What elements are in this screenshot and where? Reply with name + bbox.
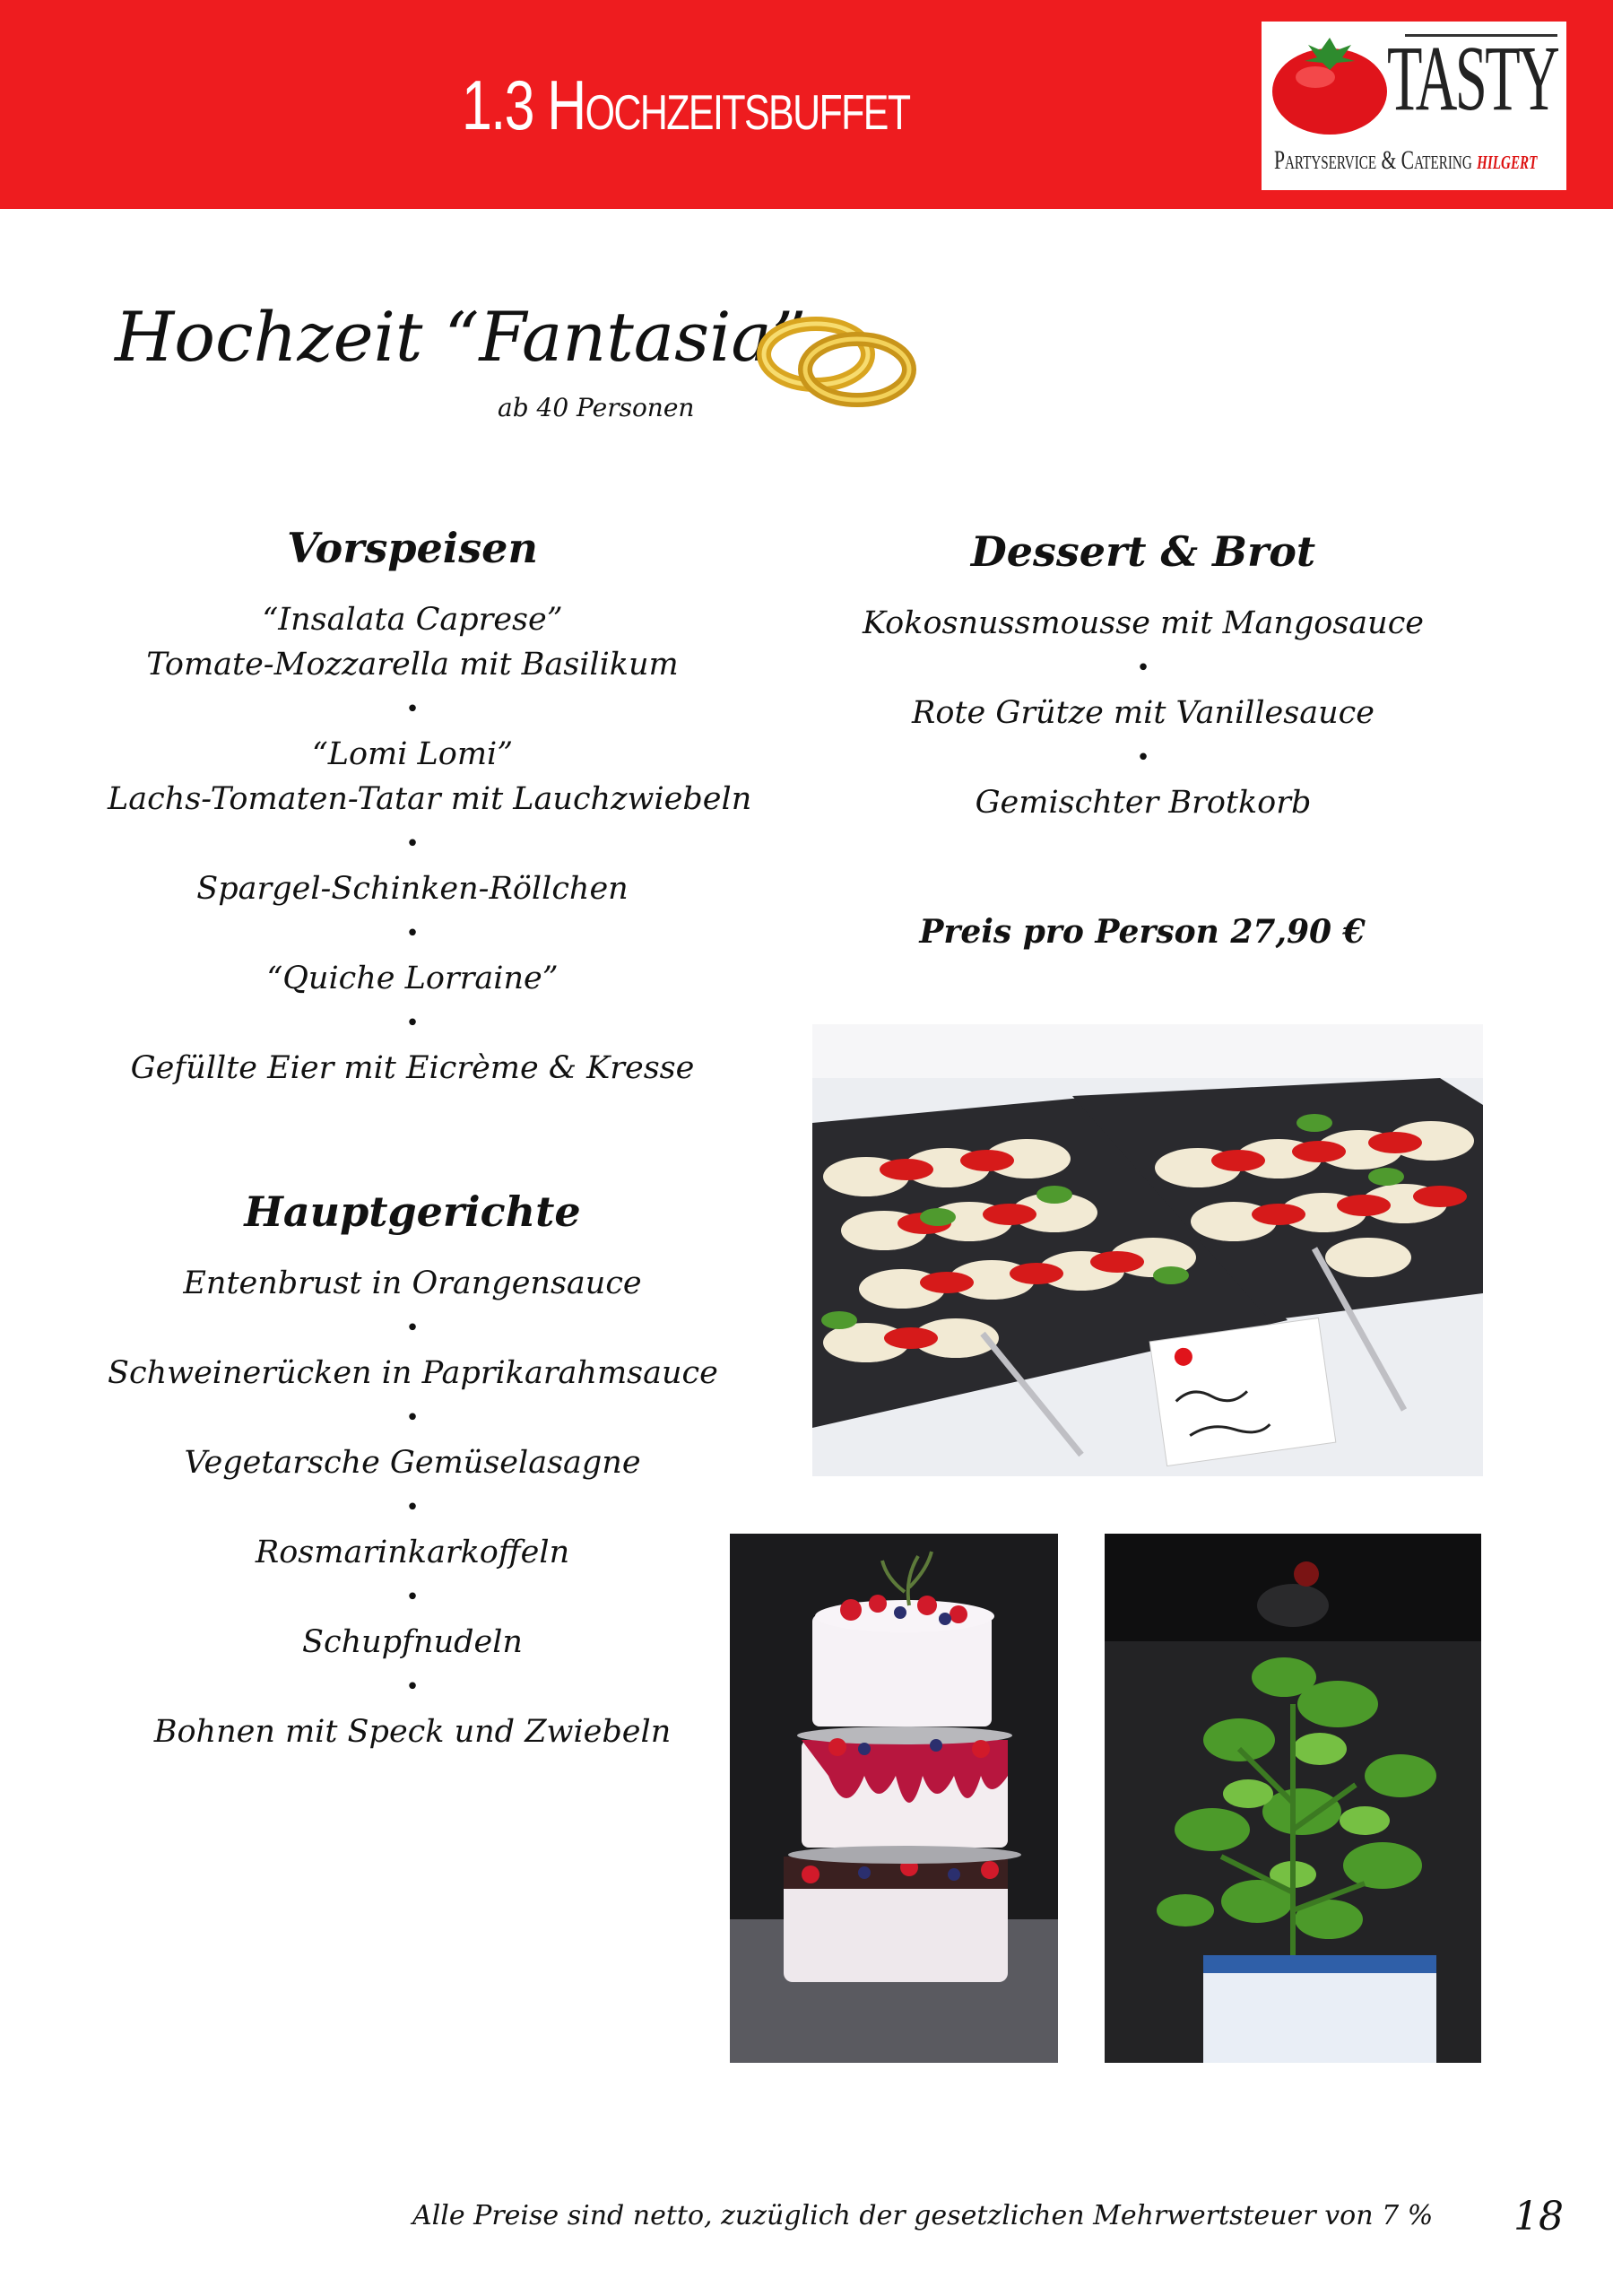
page-number: 18 <box>1513 2194 1564 2239</box>
menu-item: Rote Grütze mit Vanillesauce <box>912 695 1375 731</box>
tasty-logo <box>1262 22 1566 190</box>
header-bar <box>0 0 1613 209</box>
menu-title: Hochzeit “Fantasia” <box>115 297 807 377</box>
wedding-cake-photo <box>730 1534 1058 2063</box>
menu-item: Spargel-Schinken-Röllchen <box>196 871 629 907</box>
dessert-heading: Dessert & Brot <box>970 527 1316 576</box>
menu-subtitle: ab 40 Personen <box>498 393 695 422</box>
logo-signature: hilgert <box>1477 145 1538 175</box>
menu-item: Rosmarinkarkoffeln <box>255 1535 570 1570</box>
footer-note: Alle Preise sind netto, zuzüglich der gesetzlichen Mehrwertsteuer von 7 % <box>412 2200 1434 2231</box>
section-vorspeisen <box>108 524 752 1091</box>
bullet: • <box>1136 744 1150 771</box>
bullet: • <box>405 1315 420 1342</box>
bullet: • <box>405 1405 420 1431</box>
menu-item: Schupfnudeln <box>302 1624 523 1660</box>
tomato-icon <box>1269 30 1394 138</box>
page-title: 1.3 Hochzeitsbuffet <box>462 65 910 144</box>
menu-item: Tomate-Mozzarella mit Basilikum <box>146 647 679 683</box>
menu-item: “Quiche Lorraine” <box>266 961 559 996</box>
menu-item: “Insalata Caprese” <box>262 602 563 638</box>
vorspeisen-heading: Vorspeisen <box>287 524 538 572</box>
bullet: • <box>405 1494 420 1521</box>
menu-item: “Lomi Lomi” <box>311 736 514 772</box>
menu-item: Entenbrust in Orangensauce <box>183 1265 642 1301</box>
hauptgerichte-heading: Hauptgerichte <box>244 1187 581 1236</box>
bullet: • <box>1136 655 1150 682</box>
menu-item: Bohnen mit Speck und Zwiebeln <box>153 1714 672 1750</box>
caprese-buffet-photo <box>812 1024 1483 1476</box>
menu-item: Gefüllte Eier mit Eicrème & Kresse <box>130 1050 695 1086</box>
wedding-rings-icon <box>751 305 922 413</box>
menu-item: Schweinerücken in Paprikarahmsauce <box>108 1355 718 1391</box>
section-hauptgerichte <box>108 1187 718 1754</box>
bullet: • <box>405 920 420 947</box>
bullet: • <box>405 1584 420 1611</box>
menu-item: Vegetarsche Gemüselasagne <box>184 1445 641 1481</box>
basil-plant-photo <box>1105 1534 1481 2063</box>
logo-subtitle <box>1274 147 1537 174</box>
section-dessert <box>861 527 1426 825</box>
menu-item: Kokosnussmousse mit Mangosauce <box>862 605 1425 641</box>
price-per-person: Preis pro Person 27,90 € <box>919 913 1366 951</box>
bullet: • <box>405 1674 420 1700</box>
logo-name: TASTY <box>1387 27 1558 130</box>
bullet: • <box>405 1010 420 1037</box>
bullet: • <box>405 696 420 723</box>
logo-subtitle-text: Partyservice & Catering <box>1274 145 1472 175</box>
menu-item: Lachs-Tomaten-Tatar mit Lauchzwiebeln <box>108 781 752 817</box>
bullet: • <box>405 831 420 857</box>
menu-item: Gemischter Brotkorb <box>975 785 1312 821</box>
